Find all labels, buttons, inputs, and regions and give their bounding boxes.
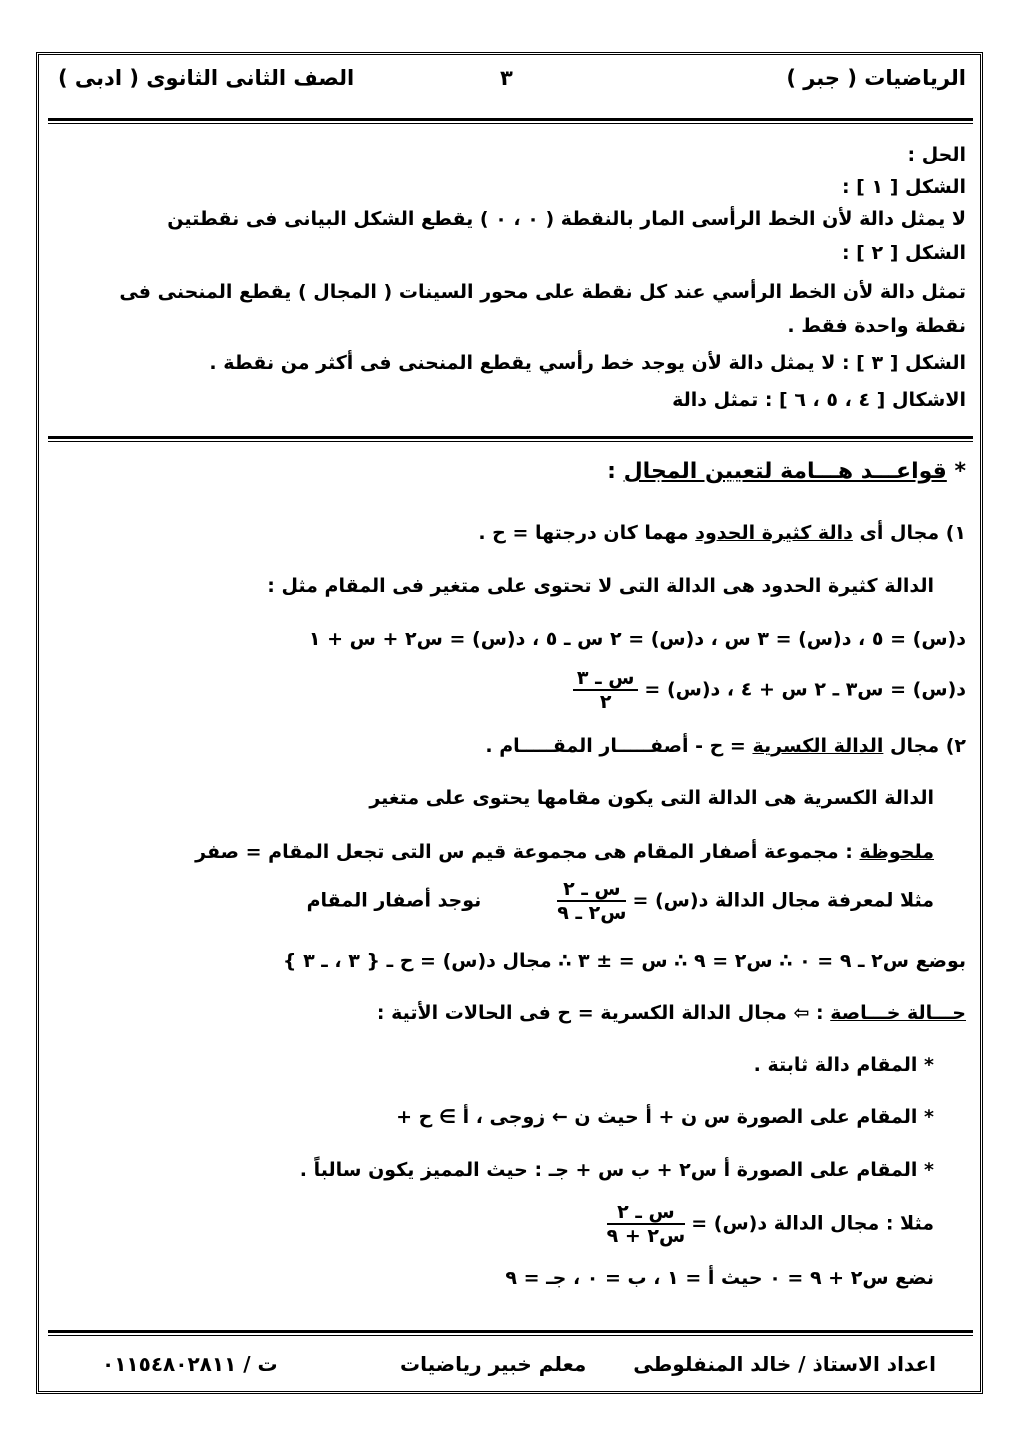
example2-text: مثلا : مجال الدالة د(س) = [691,1212,934,1235]
rule1-b: مهما كان درجتها = ح . [478,522,696,544]
rules-title-text: قواعـــد هـــامة لتعيين المجال [623,459,947,484]
poly-example-2-text: د(س) = س٣ ـ ٢ س + ٤ ، د(س) = [644,678,966,701]
fraction-denominator: س٢ + ٩ [606,1225,686,1247]
example2-solution: نضع س٢ + ٩ = ٠ حيث أ = ١ ، ب = ٠ ، جـ = ٩ [505,1267,934,1289]
section-divider [48,436,973,439]
rational-definition: الدالة الكسرية هى الدالة التى يكون مقامها يحتوى على متغير [369,787,934,809]
note-text: : مجموعة أصفار المقام هى مجموعة قيم س التى تجعل المقام = صفر [195,841,860,863]
example1-solution: بوضع س٢ ـ ٩ = ٠ ∴ س٢ = ٩ ∴ س = ± ٣ ∴ مجال د(س) = ح ـ { ٣ ، ـ ٣ } [282,950,966,972]
rule2-b: = ح - أصفـــــار المقـــــام . [485,735,753,757]
footer-phone: ت / ٠١١٥٤٨٠٢٨١١ [102,1352,278,1376]
special-case-text: : ⇦ مجال الدالة الكسرية = ح فى الحالات الأتية : [376,1002,831,1024]
footer-title: معلم خبير رياضيات [400,1352,587,1376]
poly-example-1: د(س) = ٥ ، د(س) = ٣ س ، د(س) = ٢ س ـ ٥ ، د(س) = س٢ + س + ١ [308,628,966,650]
page-border [36,52,983,1394]
poly-example-2-fraction [573,667,639,713]
rule2 [485,735,966,757]
rule1-underlined: دالة كثيرة الحدود [695,522,853,544]
fig1-text: لا يمثل دالة لأن الخط الرأسى المار بالنقطة ( ٠ ، ٠ ) يقطع الشكل البيانى فى نقطتين [167,208,966,230]
example1-text-b: نوجد أصفار المقام [306,889,482,912]
footer-divider [48,1330,973,1333]
fig2-text-2: نقطة واحدة فقط . [787,315,966,337]
example2 [601,1201,934,1247]
poly-example-2 [567,667,966,713]
fraction-denominator: ٢ [599,691,612,713]
case-3: * المقام على الصورة أ س٢ + ب س + جـ : حيث المميز يكون سالباً . [299,1159,934,1181]
rule1 [478,522,966,544]
case-2: * المقام على الصورة س ن + أ حيث ن ← زوجى ، أ ∋ ح + [396,1106,934,1128]
rules-title-colon: : [607,459,624,484]
page-number: ٣ [500,66,513,90]
fraction-numerator: س ـ ٢ [557,878,626,902]
fig3-text: الشكل [ ٣ ] : لا يمثل دالة لأن يوجد خط رأسي يقطع المنحنى فى أكثر من نقطة . [209,352,966,374]
fraction-denominator: س٢ ـ ٩ [557,902,627,924]
solution-title: الحل : [907,144,966,166]
header-divider [48,118,973,121]
fraction-numerator: س ـ ٢ [607,1201,686,1225]
example2-fraction [607,1201,686,1247]
rule1-a: ١) مجال أى [852,522,966,544]
rules-title [607,461,966,483]
special-case-label: حـــالة خـــاصة [830,1002,966,1024]
example1-fraction [557,878,626,924]
example1 [307,878,934,924]
example1-text: مثلا لمعرفة مجال الدالة د(س) = [632,889,934,912]
fig1-label: الشكل [ ١ ] : [841,176,966,198]
fig2-label: الشكل [ ٢ ] : [841,242,966,264]
footer-author: اعداد الاستاذ / خالد المنفلوطى [633,1352,936,1376]
fraction-numerator: س ـ ٣ [573,667,639,691]
rule2-a: ٢) مجال [883,735,966,757]
note-label: ملحوظة [859,841,934,863]
header-subject: الرياضيات ( جبر ) [786,66,966,90]
case-1: * المقام دالة ثابتة . [753,1054,934,1076]
figs-rest-text: الاشكال [ ٤ ، ٥ ، ٦ ] : تمثل دالة [672,389,966,411]
fig2-text-1: تمثل دالة لأن الخط الرأسي عند كل نقطة على محور السينات ( المجال ) يقطع المنحنى فى [119,281,966,303]
header-grade: الصف الثانى الثانوى ( ادبى ) [58,66,355,90]
rule2-underlined: الدالة الكسرية [752,735,884,757]
special-case [377,1002,966,1024]
note [195,841,934,863]
poly-definition: الدالة كثيرة الحدود هى الدالة التى لا تحتوى على متغير فى المقام مثل : [267,575,934,597]
rules-title-star: * [946,459,966,484]
